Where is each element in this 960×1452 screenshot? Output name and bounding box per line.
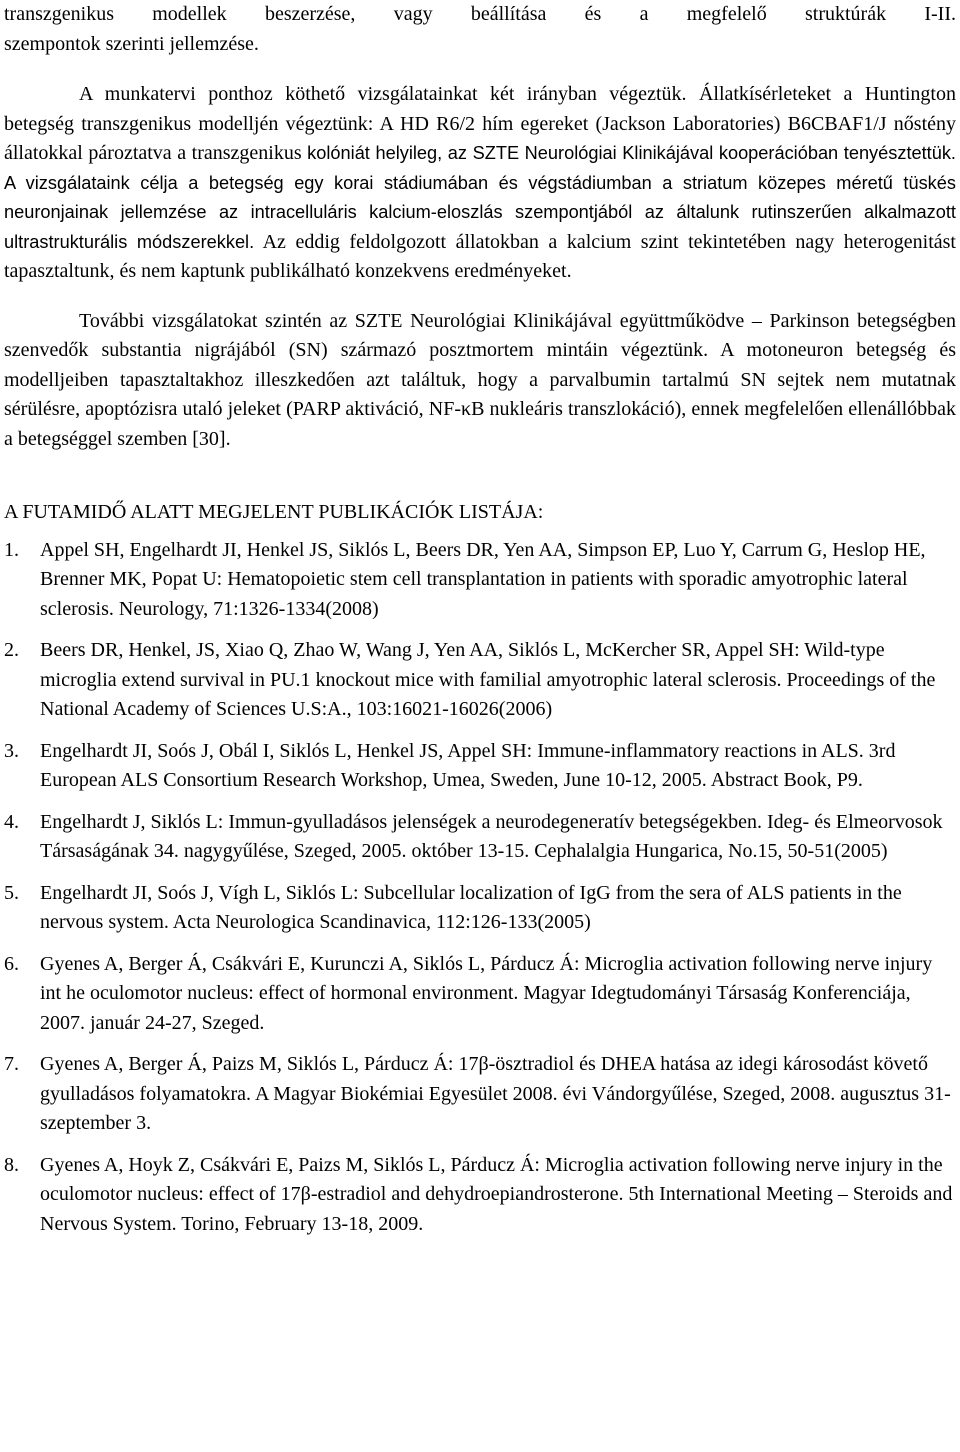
publications-heading: A FUTAMIDŐ ALATT MEGJELENT PUBLIKÁCIÓK LISTÁJA: bbox=[4, 501, 544, 523]
publication-number: 2. bbox=[4, 639, 19, 661]
publication-text: Engelhardt JI, Soós J, Vígh L, Siklós L: Subcellular localization of IgG from the sera of ALS patients in the nervous system. Acta Neurologica Scandinavica, 112:126-133(2005) bbox=[40, 881, 902, 933]
publication-item bbox=[4, 808, 956, 867]
publication-item bbox=[4, 879, 956, 938]
publication-item bbox=[4, 1050, 956, 1139]
publication-number: 7. bbox=[4, 1053, 19, 1075]
publication-number: 5. bbox=[4, 881, 19, 904]
paragraph-huntington-serif: A munkatervi ponthoz köthető vizsgálatainkat két irányban végeztük. Állatkísérleteket a Huntington betegség transzgenikus modelljén végeztünk: A HD R6/2 hím egereket (Jackson Laboratories) B6CBAF1/J nőstény állatokkal pároztatva a transzgenikus bbox=[4, 83, 956, 164]
publication-item bbox=[4, 536, 956, 625]
paragraph-huntington-sans: kolóniát helyileg, az SZTE Neurológiai Klinikájával kooperációban tenyésztettük. A vizsgálataink célja a betegség egy korai stádiumában és végstádiumban a striatum közepes méretű tüskés neuronjainak jellemzése az intracelluláris kalcium-eloszlás szempontjából az általunk rutinszerűen alkalmazott ultrastrukturális módszerekkel. bbox=[4, 143, 956, 252]
publication-text: Gyenes A, Berger Á, Paizs M, Siklós L, Párducz Á: 17β-ösztradiol és DHEA hatása az idegi károsodást követő gyulladásos folyamatokra. A Magyar Biokémiai Egyesület 2008. évi Vándorgyűlése, Szeged, 2008. augusztus 31-szeptember 3. bbox=[40, 1053, 951, 1134]
intro-line-2: szempontok szerinti jellemzése. bbox=[4, 32, 259, 55]
publication-item bbox=[4, 636, 956, 725]
paragraph-huntington bbox=[4, 80, 956, 287]
publication-text: Engelhardt J, Siklós L: Immun-gyulladásos jelenségek a neurodegeneratív betegségekben. Ideg- és Elmeorvosok Társaságának 34. nagygyűlése, Szeged, 2005. október 13-15. Cephalalgia Hungarica, No.15, 50-51(2005) bbox=[40, 810, 943, 862]
paragraph-parkinson-text: További vizsgálatokat szintén az SZTE Neurológiai Klinikájával együttműködve – Parkinson betegségben szenvedők substantia nigrájából (SN) származó posztmortem mintáin végeztünk. A motoneuron betegség és modelljeiben tapasztaltakhoz illeszkedően azt találtuk, hogy a parvalbumin tartalmú SN sejtek nem mutatnak sérülésre, apoptózisra utaló jeleket (PARP aktiváció, NF-κB nukleáris transzlokáció), ennek megfelelően ellenállóbbak a betegséggel szemben [30]. bbox=[4, 309, 956, 450]
publication-item bbox=[4, 737, 956, 796]
publication-number: 1. bbox=[4, 538, 19, 561]
publications-list bbox=[4, 536, 956, 1240]
publication-text: Engelhardt JI, Soós J, Obál I, Siklós L, Henkel JS, Appel SH: Immune-inflammatory reactions in ALS. 3rd European ALS Consortium Research Workshop, Umea, Sweden, June 10-12, 2005. Abstract Book, P9. bbox=[40, 739, 896, 791]
publication-text: Appel SH, Engelhardt JI, Henkel JS, Siklós L, Beers DR, Yen AA, Simpson EP, Luo Y, Carrum G, Heslop HE, Brenner MK, Popat U: Hematopoietic stem cell transplantation in patients with sporadic amyotrophic lateral sclerosis. Neurology, 71:1326-1334(2008) bbox=[40, 538, 926, 620]
publication-item bbox=[4, 950, 956, 1039]
publication-text: Gyenes A, Hoyk Z, Csákvári E, Paizs M, Siklós L, Párducz Á: Microglia activation following nerve injury in the oculomotor nucleus: effect of 17β-estradiol and dehydroepiandrosterone. 5th International Meeting – Steroids and Nervous System. Torino, February 13-18, 2009. bbox=[40, 1153, 953, 1235]
publication-number: 8. bbox=[4, 1153, 19, 1176]
publication-number: 6. bbox=[4, 952, 19, 975]
intro-continuation bbox=[4, 0, 956, 59]
publication-text: Beers DR, Henkel, JS, Xiao Q, Zhao W, Wang J, Yen AA, Siklós L, McKercher SR, Appel SH: Wild-type microglia extend survival in PU.1 knockout mice with familial amyotrophic lateral sclerosis. Proceedings of the National Academy of Sciences U.S:A., 103:16021-16026(2006) bbox=[40, 639, 936, 720]
publication-number: 3. bbox=[4, 739, 19, 762]
publication-number: 4. bbox=[4, 810, 19, 833]
publication-item bbox=[4, 1151, 956, 1240]
intro-line-1: transzgenikus modellek beszerzése, vagy beállítása és a megfelelő struktúrák I-II. bbox=[4, 3, 956, 25]
paragraph-parkinson bbox=[4, 307, 956, 455]
paragraph-huntington-tail: Az eddig feldolgozott állatokban a kalcium szint tekintetében nagy heterogenitást tapasztaltunk, és nem kaptunk publikálható konzekvens eredményeket. bbox=[4, 230, 956, 282]
publication-text: Gyenes A, Berger Á, Csákvári E, Kurunczi A, Siklós L, Párducz Á: Microglia activation following nerve injury int he oculomotor nucleus: effect of hormonal environment. Magyar Idegtudományi Társaság Konferenciája, 2007. január 24-27, Szeged. bbox=[40, 952, 933, 1034]
